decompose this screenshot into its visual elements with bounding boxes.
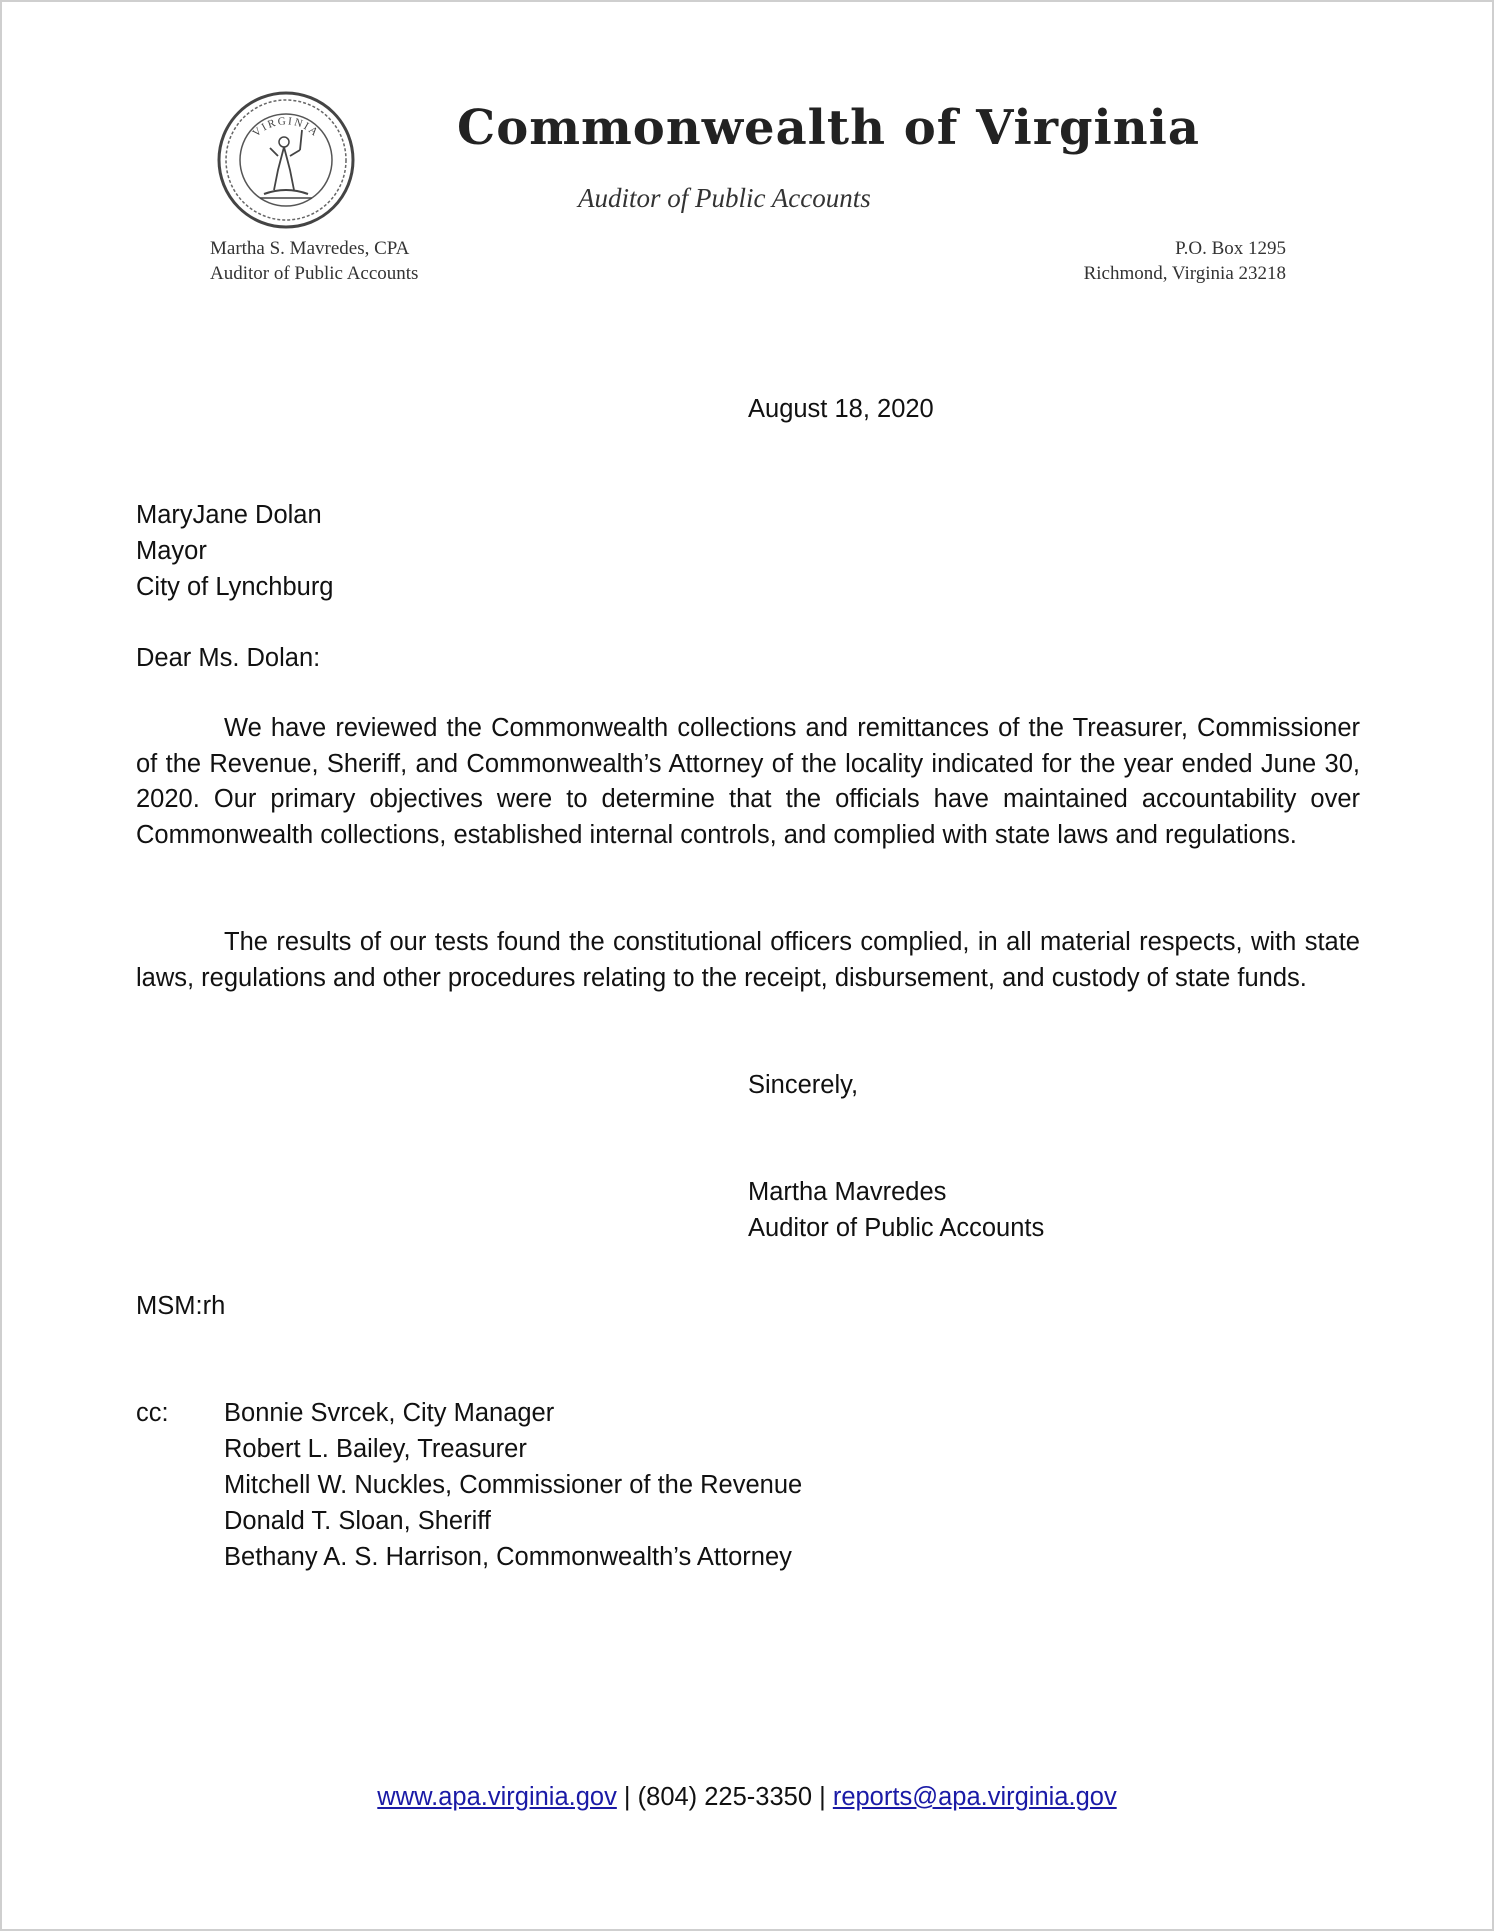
cc-item: Donald T. Sloan, Sheriff xyxy=(224,1507,491,1535)
recipient-title: Mayor xyxy=(136,537,207,565)
recipient-organization: City of Lynchburg xyxy=(136,573,334,601)
reference-initials: MSM:rh xyxy=(136,1292,226,1320)
cc-item: Bonnie Svrcek, City Manager xyxy=(224,1399,555,1427)
letterhead-address-block xyxy=(1084,236,1286,286)
cc-label: cc: xyxy=(136,1399,169,1427)
letterhead-subtitle: Auditor of Public Accounts xyxy=(578,183,871,213)
svg-text:VIRGINIA xyxy=(250,115,321,139)
body-paragraph-1: We have reviewed the Commonwealth collections and remittances of the Treasurer, Commissioner of the Revenue, Sheriff, and Commonwealth’s Attorney of the locality indicated for the year ended June 30, 2020. Our primary objectives were to determine that the officials have maintained accountability over Commonwealth collections, established internal controls, and complied with state laws and regulations. xyxy=(136,714,1360,849)
footer xyxy=(2,1779,1492,1815)
closing: Sincerely, xyxy=(748,1071,859,1099)
seal-text: VIRGINIA xyxy=(250,115,322,140)
salutation: Dear Ms. Dolan: xyxy=(136,644,321,672)
recipient-name: MaryJane Dolan xyxy=(136,501,322,529)
body-paragraph-2: The results of our tests found the constitutional officers complied, in all material respects, with state laws, regulations and other procedures relating to the receipt, disbursement, and custody of state funds. xyxy=(136,928,1360,992)
letterhead-title: Commonwealth of Virginia xyxy=(457,100,1201,156)
website-link[interactable]: www.apa.virginia.gov xyxy=(377,1783,617,1811)
cc-item: Bethany A. S. Harrison, Commonwealth’s Attorney xyxy=(224,1543,792,1571)
cc-item: Robert L. Bailey, Treasurer xyxy=(224,1435,527,1463)
letter-date: August 18, 2020 xyxy=(748,395,934,423)
signer-title: Auditor of Public Accounts xyxy=(748,1214,1045,1242)
auditor-title: Auditor of Public Accounts xyxy=(210,263,419,284)
footer-separator: | xyxy=(616,1783,638,1811)
auditor-name: Martha S. Mavredes, CPA xyxy=(210,238,410,259)
recipient-block xyxy=(136,497,334,605)
email-link[interactable]: reports@apa.virginia.gov xyxy=(832,1783,1117,1811)
virginia-seal-icon xyxy=(216,90,356,230)
signer-name: Martha Mavredes xyxy=(748,1178,947,1206)
letterhead-auditor-block xyxy=(210,236,418,286)
signature-block xyxy=(748,1174,1044,1246)
po-box: P.O. Box 1295 xyxy=(1175,238,1286,259)
city-state-zip: Richmond, Virginia 23218 xyxy=(1083,263,1286,284)
footer-separator: | xyxy=(812,1783,833,1811)
cc-list xyxy=(224,1395,802,1575)
footer-phone: (804) 225-3350 xyxy=(637,1783,813,1811)
cc-item: Mitchell W. Nuckles, Commissioner of the Revenue xyxy=(224,1471,803,1499)
